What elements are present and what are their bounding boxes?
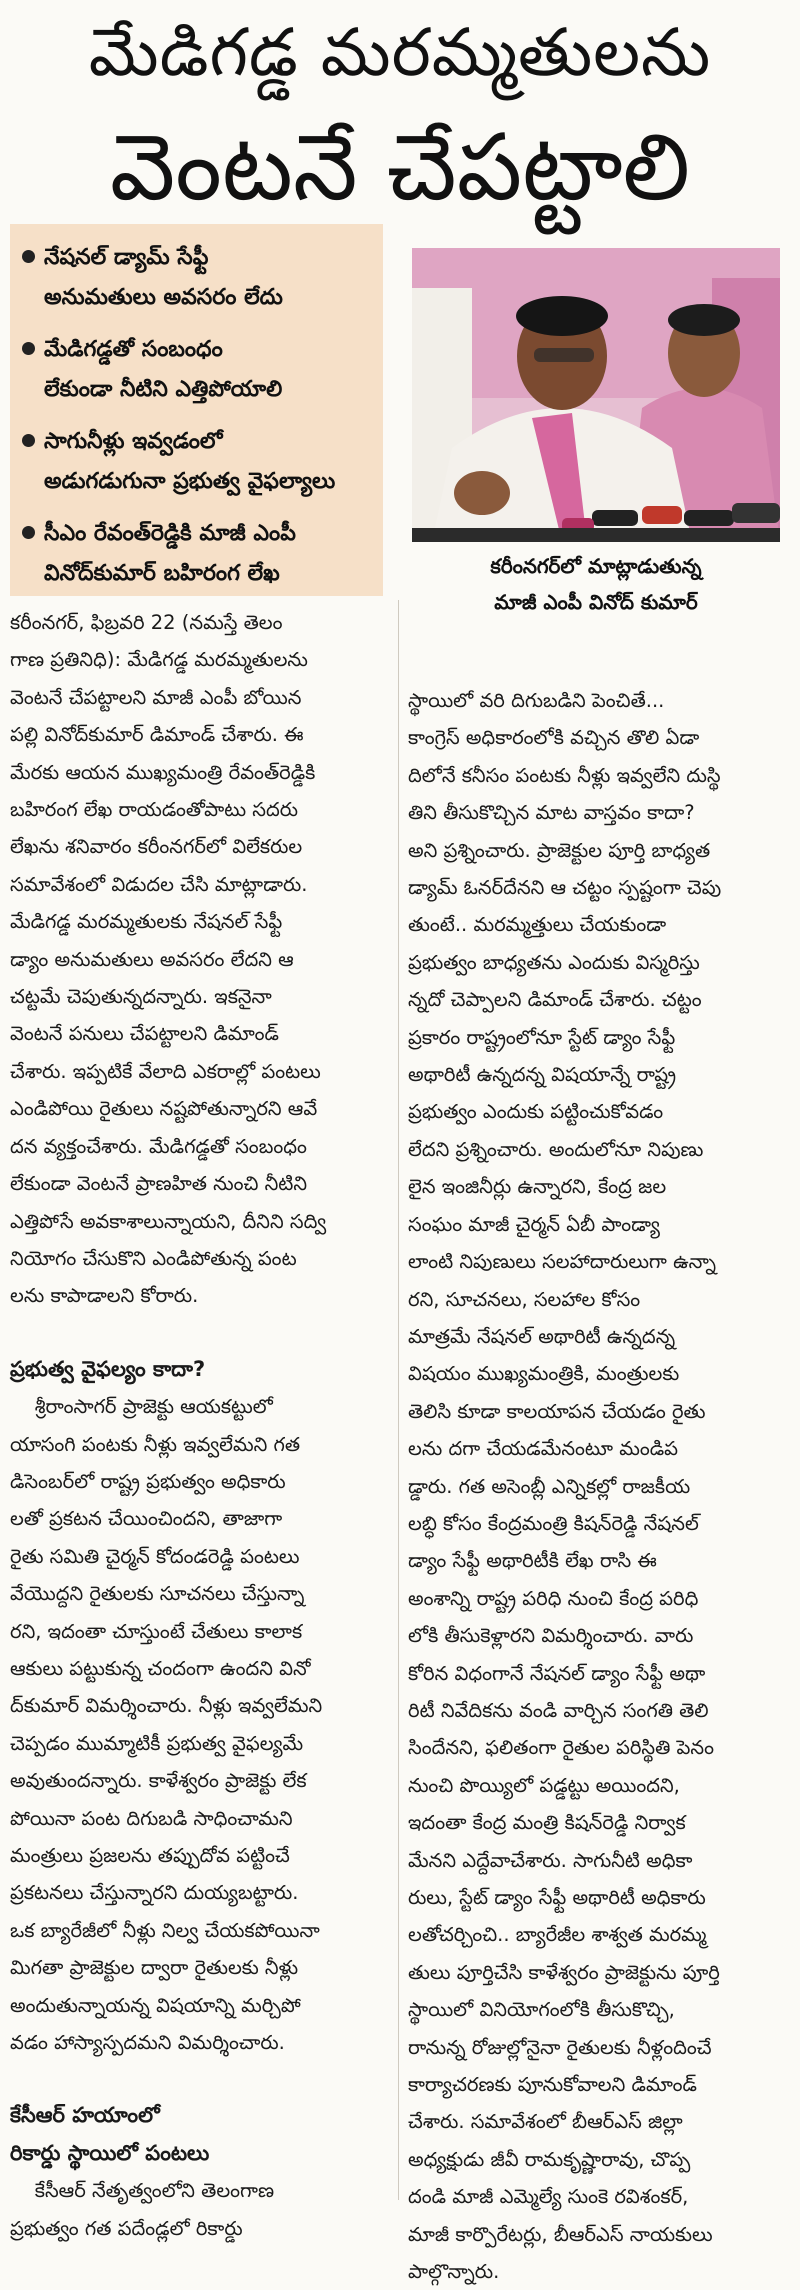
- headline-line-2: వెంటనే చేపట్టాలి: [109, 114, 691, 221]
- article-column-right: [408, 682, 786, 2290]
- article-line: డ్యాం సేఫ్టీ అథారిటీకి లేఖ రాసి ఈ: [408, 1549, 657, 1573]
- speaker-photo: [412, 248, 780, 542]
- article-line: లైన ఇంజినీర్లు ఉన్నారని, కేంద్ర జల: [408, 1175, 667, 1199]
- paragraph-gap: [10, 2061, 390, 2097]
- bullet-dot-icon: [22, 342, 35, 355]
- subheading: ప్రభుత్వ వైఫల్యం కాదా?: [10, 1356, 206, 1381]
- press-meet-illustration: [412, 248, 780, 542]
- key-point: [18, 422, 373, 502]
- article-line: మేరకు ఆయన ముఖ్యమంత్రి రేవంత్‌రెడ్డికి: [10, 760, 316, 784]
- article-line: అథారిటీ ఉన్నదన్న విషయాన్నే రాష్ట్ర: [408, 1063, 677, 1087]
- article-line: తిని తీసుకొచ్చిన మాట వాస్తవం కాదా?: [408, 801, 695, 825]
- photo-caption: కరీంనగర్‌లో మాట్లాడుతున్న మాజీ ఎంపీ వినోద్ కుమార్: [490, 554, 702, 614]
- article-line: సమావేశంలో విడుదల చేసి మాట్లాడారు.: [10, 872, 308, 896]
- article-line: తుంటే.. మరమ్మత్తులు చేయకుండా: [408, 913, 667, 937]
- article-line: వెంటనే పనులు చేపట్టాలని డిమాండ్: [10, 1022, 279, 1046]
- bullet-dot-icon: [22, 526, 35, 539]
- article-line: ప్రభుత్వం గత పదేండ్లలో రికార్డు: [10, 2216, 243, 2240]
- article-line: వెంటనే చేపట్టాలని మాజీ ఎంపీ బోయిన: [10, 685, 302, 709]
- subheading: రికార్డు స్థాయిలో పంటలు: [10, 2140, 210, 2165]
- headline-line-1: మేడిగడ్డ మరమ్మతులను: [88, 14, 712, 91]
- article-line: రానున్న రోజుల్లోనైనా రైతులకు నీళ్లందించే: [408, 2035, 712, 2059]
- article-line: తెలిసి కూడా కాలయాపన చేయడం రైతు: [408, 1399, 706, 1423]
- key-point-text: నేషనల్ డ్యామ్ సేఫ్టీ అనుమతులు అవసరం లేదు: [44, 245, 283, 310]
- article-line: లను కాపాడాలని కోరారు.: [10, 1284, 199, 1308]
- article-line: సంఘం మాజీ చైర్మన్ ఏబీ పాండ్యా: [408, 1212, 660, 1236]
- article-line: పల్లి వినోద్‌కుమార్ డిమాండ్ చేశారు. ఈ: [10, 723, 304, 747]
- article-line: ప్రకారం రాష్ట్రంలోనూ స్టేట్ డ్యాం సేఫ్టీ: [408, 1025, 676, 1049]
- article-line: నియోగం చేసుకొని ఎండిపోతున్న పంట: [10, 1246, 297, 1270]
- article-line: పాల్గొన్నారు.: [408, 2260, 500, 2284]
- article-line: ఎత్తిపోసే అవకాశాలున్నాయని, దీనిని సద్వి: [10, 1209, 327, 1233]
- article-line: స్థాయిలో వినియోగంలోకి తీసుకొచ్చి,: [408, 1998, 675, 2022]
- article-line: ఆకులు పట్టుకున్న చందంగా ఉందని వినో: [10, 1656, 311, 1680]
- article-line: మేనని ఎద్దేవాచేశారు. సాగునీటి అధికా: [408, 1848, 693, 1872]
- article-line: కరీంనగర్, ఫిబ్రవరి 22 (నమస్తే తెలం: [10, 611, 283, 634]
- article-line: డ్యామ్ ఓనర్‌దేనని ఆ చట్టం స్పష్టంగా చెపు: [408, 876, 722, 900]
- article-line: రైతు సమితి చైర్మన్ కోదండరెడ్డి పంటలు: [10, 1544, 300, 1568]
- article-line: ఎండిపోయి రైతులు నష్టపోతున్నారని ఆవే: [10, 1097, 318, 1121]
- article-line: రని, సూచనలు, సలహాల కోసం: [408, 1287, 641, 1311]
- article-line: కోరిన విధంగానే నేషనల్ డ్యాం సేఫ్టీ అథా: [408, 1661, 706, 1685]
- article-line: వడం హాస్యాస్పదమని విమర్శించారు.: [10, 2031, 285, 2055]
- article-column-left: [10, 604, 390, 2247]
- key-point-text: సాగునీళ్లు ఇవ్వడంలో అడుగడుగునా ప్రభుత్వ వైఫల్యాలు: [44, 429, 336, 494]
- key-point: [18, 238, 373, 318]
- article-line: నుంచి పొయ్యిలో పడ్డట్టు అయిందని,: [408, 1773, 680, 1797]
- article-line: అని ప్రశ్నించారు. ప్రాజెక్టుల పూర్తి బాధ్యత: [408, 838, 711, 862]
- article-line: ఇదంతా కేంద్ర మంత్రి కిషన్‌రెడ్డి నిర్వాక: [408, 1811, 686, 1835]
- key-point: [18, 330, 373, 410]
- article-line: ప్రభుత్వం బాధ్యతను ఎందుకు విస్మరిస్తు: [408, 950, 700, 974]
- article-line: మాత్రమే నేషనల్ అథారిటీ ఉన్నదన్న: [408, 1324, 676, 1348]
- article-line: దిలోనే కనీసం పంటకు నీళ్లు ఇవ్వలేని దుస్థి: [408, 763, 721, 787]
- article-line: యాసంగి పంటకు నీళ్లు ఇవ్వలేమని గత: [10, 1432, 301, 1456]
- bullet-dot-icon: [22, 434, 35, 447]
- article-line: స్థాయిలో వరి దిగుబడిని పెంచితే...: [408, 689, 665, 712]
- paragraph-gap: [10, 1315, 390, 1351]
- article-line: అధ్యక్షుడు జీవీ రామకృష్ణారావు, చొప్ప: [408, 2147, 691, 2171]
- article-line: ప్రభుత్వం ఎందుకు పట్టించుకోవడం: [408, 1100, 664, 1124]
- article-line: దండి మాజీ ఎమ్మెల్యే సుంకె రవిశంకర్,: [408, 2185, 689, 2209]
- article-line: చట్టమే చెపుతున్నదన్నారు. ఇకనైనా: [10, 985, 272, 1009]
- article-line: తులు పూర్తిచేసి కాళేశ్వరం ప్రాజెక్టును పూర్తి: [408, 1960, 720, 1984]
- article-line: లేదని ప్రశ్నించారు. అందులోనూ నిపుణు: [408, 1137, 704, 1161]
- article-line: కార్యాచరణకు పూనుకోవాలని డిమాండ్: [408, 2073, 697, 2097]
- article-line: లబ్ధి కోసం కేంద్రమంత్రి కిషన్‌రెడ్డి నేషనల్: [408, 1511, 699, 1535]
- article-line: ప్రకటనలు చేస్తున్నారని దుయ్యబట్టారు.: [10, 1881, 299, 1905]
- article-line: చేశారు. సమావేశంలో బీఆర్‌ఎస్ జిల్లా: [408, 2110, 683, 2134]
- article-line: చెప్పడం ముమ్మాటికీ ప్రభుత్వ వైఫల్యమే: [10, 1731, 304, 1755]
- article-line: లతోచర్చించి.. బ్యారేజీల శాశ్వత మరమ్మ: [408, 1923, 707, 1947]
- article-line: మంత్రులు ప్రజలను తప్పుదోవ పట్టించే: [10, 1844, 290, 1867]
- article-line: విషయం ముఖ్యమంత్రికి, మంత్రులకు: [408, 1362, 680, 1386]
- article-line: శ్రీరాంసాగర్ ప్రాజెక్టు ఆయకట్టులో: [10, 1395, 273, 1419]
- article-line: రులు, స్టేట్ డ్యాం సేఫ్టీ అథారిటీ అధికారు: [408, 1886, 706, 1909]
- article-line: గాణ ప్రతినిధి): మేడిగడ్డ మరమ్మతులను: [10, 648, 308, 672]
- article-line: సిందేనని, ఫలితంగా రైతుల పరిస్థితి పెనం: [408, 1736, 715, 1760]
- article-line: ఒక బ్యారేజీలో నీళ్లు నిల్వ చేయకపోయినా: [10, 1918, 320, 1942]
- article-line: అంశాన్ని రాష్ట్ర పరిధి నుంచి కేంద్ర పరిధి: [408, 1586, 699, 1610]
- article-line: రని, ఇదంతా చూస్తుంటే చేతులు కాలాక: [10, 1619, 303, 1643]
- article-line: మిగతా ప్రాజెక్టుల ద్వారా రైతులకు నీళ్లు: [10, 1956, 299, 1980]
- article-line: చేశారు. ఇప్పటికే వేలాది ఎకరాల్లో పంటలు: [10, 1059, 321, 1083]
- article-line: కేసీఆర్ నేతృత్వంలోని తెలంగాణ: [10, 2179, 275, 2203]
- article-line: అవుతుందన్నారు. కాళేశ్వరం ప్రాజెక్టు లేక: [10, 1769, 307, 1793]
- article-line: అందుతున్నాయన్న విషయాన్ని మర్చిపో: [10, 1993, 301, 2017]
- article-line: డ్యాం అనుమతులు అవసరం లేదని ఆ: [10, 947, 294, 971]
- article-line: లేఖను శనివారం కరీంనగర్‌లో విలేకరుల: [10, 835, 303, 859]
- column-divider: [398, 600, 399, 2200]
- article-line: లతో ప్రకటన చేయించిందని, తాజాగా: [10, 1507, 283, 1531]
- article-line: కాంగ్రెస్ అధికారంలోకి వచ్చిన తొలి ఏడా: [408, 726, 700, 750]
- article-line: దన వ్యక్తంచేశారు. మేడిగడ్డతో సంబంధం: [10, 1134, 307, 1158]
- article-line: పోయినా పంట దిగుబడి సాధించామని: [10, 1806, 293, 1830]
- article-line: డ్డారు. గత అసెంబ్లీ ఎన్నికల్లో రాజకీయ: [408, 1474, 691, 1498]
- article-line: లను దగా చేయడమేనంటూ మండిప: [408, 1437, 679, 1461]
- article-line: ద్‌కుమార్ విమర్శించారు. నీళ్లు ఇవ్వలేమని: [10, 1694, 323, 1718]
- key-point-text: సీఎం రేవంత్‌రెడ్డికి మాజీ ఎంపీ వినోద్‌కుమార్ బహిరంగ లేఖ: [44, 521, 296, 586]
- article-line: బహిరంగ లేఖ రాయడంతోపాటు సదరు: [10, 798, 299, 822]
- article-line: వేయొద్దని రైతులకు సూచనలు చేస్తున్నా: [10, 1582, 305, 1606]
- article-line: లాంటి నిపుణులు సలహాదారులుగా ఉన్నా: [408, 1250, 717, 1274]
- article-line: మేడిగడ్డ మరమ్మతులకు నేషనల్ సేఫ్టీ: [10, 910, 283, 934]
- article-line: రిటీ నివేదికను వండి వార్చిన సంగతి తెలి: [408, 1698, 709, 1722]
- article-line: డిసెంబర్‌లో రాష్ట్ర ప్రభుత్వం అధికారు: [10, 1469, 286, 1493]
- article-line: లోకి తీసుకెళ్లారని విమర్శించారు. వారు: [408, 1624, 694, 1648]
- article-line: న్నదో చెప్పాలని డిమాండ్ చేశారు. చట్టం: [408, 988, 702, 1012]
- article-line: మాజీ కార్పొరేటర్లు, బీఆర్‌ఎస్ నాయకులు: [408, 2222, 713, 2246]
- bullet-dot-icon: [22, 250, 35, 263]
- key-point-text: మేడిగడ్డతో సంబంధం లేకుండా నీటిని ఎత్తిపోయాలి: [44, 337, 283, 402]
- article-line: లేకుండా వెంటనే ప్రాణహిత నుంచి నీటిని: [10, 1172, 308, 1196]
- subheading: కేసీఆర్ హయాంలో: [10, 2103, 160, 2128]
- key-points-box: [10, 224, 383, 596]
- key-point: [18, 514, 373, 594]
